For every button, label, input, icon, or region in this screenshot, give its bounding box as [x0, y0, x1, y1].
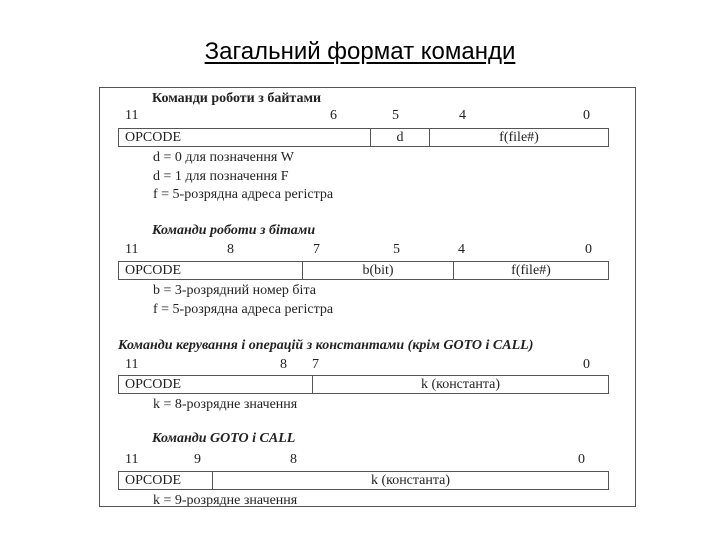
bit-label: 7: [312, 357, 319, 372]
section-title-byte-ops: Команди роботи з байтами: [152, 91, 322, 106]
section-title-literal-ops: Команди керування і операцій з константами (крім GOTO і CALL): [118, 338, 534, 353]
bit-label: 4: [458, 242, 465, 257]
format-row-bit-ops: [118, 261, 609, 280]
field-d: d: [370, 129, 429, 146]
bit-label: 4: [459, 108, 466, 123]
note: b = 3-розрядний номер біта: [153, 283, 316, 298]
bit-label: 11: [125, 242, 139, 257]
field-file: f(file#): [453, 262, 608, 279]
slide-title: Загальний формат команди: [204, 38, 516, 65]
field-opcode: OPCODE: [125, 263, 182, 278]
note: f = 5-розрядна адреса регістра: [153, 187, 334, 202]
instruction-format-figure: [99, 87, 636, 507]
field-bit: b(bit): [302, 262, 453, 279]
format-row-goto-call: [118, 471, 609, 490]
note: k = 9-розрядне значення: [153, 493, 298, 507]
field-opcode: OPCODE: [125, 473, 182, 488]
field-literal: k (константа): [212, 472, 608, 489]
note: d = 1 для позначення F: [153, 169, 289, 184]
bit-label: 7: [313, 242, 320, 257]
field-literal: k (константа): [312, 376, 608, 393]
bit-label: 5: [392, 108, 399, 123]
bit-label: 0: [583, 108, 590, 123]
bit-label: 0: [585, 242, 592, 257]
bit-label: 0: [578, 452, 585, 467]
field-opcode: OPCODE: [125, 377, 182, 392]
bit-label: 11: [125, 452, 139, 467]
section-title-bit-ops: Команди роботи з бітами: [152, 223, 316, 238]
bit-label: 6: [330, 108, 337, 123]
bit-label: 8: [290, 452, 297, 467]
bit-label: 9: [194, 452, 201, 467]
note: f = 5-розрядна адреса регістра: [153, 302, 334, 317]
field-file: f(file#): [429, 129, 608, 146]
note: d = 0 для позначення W: [153, 150, 295, 165]
note: k = 8-розрядне значення: [153, 397, 298, 412]
bit-label: 11: [125, 357, 139, 372]
format-row-literal-ops: [118, 375, 609, 394]
section-title-goto-call: Команди GOTO і CALL: [152, 431, 296, 446]
bit-label: 8: [227, 242, 234, 257]
field-opcode: OPCODE: [125, 130, 182, 145]
bit-label: 8: [280, 357, 287, 372]
bit-label: 5: [393, 242, 400, 257]
bit-label: 0: [583, 357, 590, 372]
bit-label: 11: [125, 108, 139, 123]
format-row-byte-ops: [118, 128, 609, 147]
